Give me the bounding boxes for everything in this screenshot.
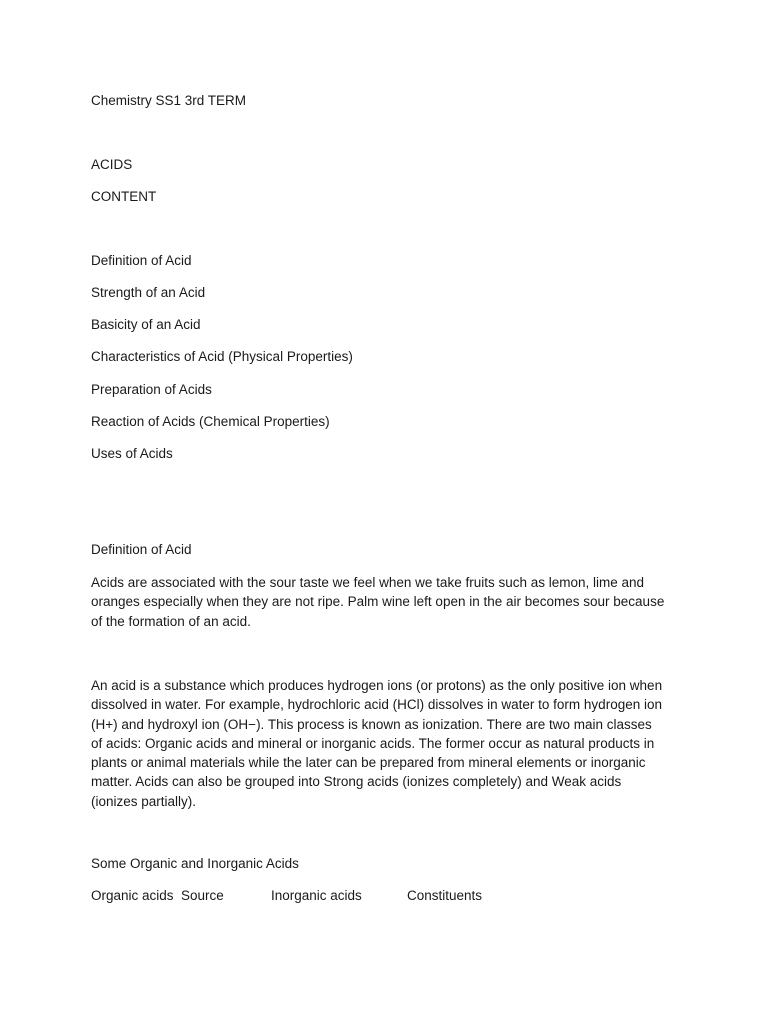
- paragraph-line: (ionizes partially).: [91, 793, 197, 809]
- contents-item: Basicity of an Acid: [91, 317, 201, 332]
- column-header: Source: [181, 888, 224, 903]
- paragraph-sour-taste: [91, 573, 691, 631]
- paragraph-line: plants or animal materials while the later can be prepared from mineral elements or inorganic: [91, 755, 646, 771]
- table-heading: Some Organic and Inorganic Acids: [91, 856, 299, 871]
- contents-item: Preparation of Acids: [91, 382, 212, 397]
- content-heading: CONTENT: [91, 189, 157, 204]
- topic-heading: ACIDS: [91, 157, 133, 172]
- contents-item: Uses of Acids: [91, 446, 173, 461]
- paragraph-line: (H+) and hydroxyl ion (OH−). This process is known as ionization. There are two main classes: [91, 716, 652, 732]
- contents-item: Reaction of Acids (Chemical Properties): [91, 414, 330, 429]
- column-header: Constituents: [407, 888, 483, 903]
- paragraph-line: of the formation of an acid.: [91, 613, 251, 629]
- column-header: Organic acids: [91, 888, 174, 903]
- paragraph-line: An acid is a substance which produces hydrogen ions (or protons) as the only positive ion when: [91, 678, 663, 693]
- contents-item: Definition of Acid: [91, 253, 192, 268]
- document-title: Chemistry SS1 3rd TERM: [91, 93, 247, 108]
- column-header: Inorganic acids: [271, 888, 362, 903]
- paragraph-line: dissolved in water. For example, hydrochloric acid (HCl) dissolves in water to form hydrogen ion: [91, 697, 662, 713]
- contents-item: Characteristics of Acid (Physical Properties): [91, 349, 353, 364]
- paragraph-line: of acids: Organic acids and mineral or inorganic acids. The former occur as natural products in: [91, 735, 655, 751]
- contents-item: Strength of an Acid: [91, 285, 206, 300]
- table-header-row: [0, 888, 768, 904]
- paragraph-line: matter. Acids can also be grouped into Strong acids (ionizes completely) and Weak acids: [91, 774, 622, 790]
- paragraph-acid-definition: [91, 676, 691, 811]
- paragraph-line: oranges especially when they are not ripe. Palm wine left open in the air becomes sour because: [91, 594, 665, 610]
- paragraph-line: Acids are associated with the sour taste we feel when we take fruits such as lemon, lime and: [91, 575, 645, 590]
- section-heading: Definition of Acid: [91, 542, 192, 557]
